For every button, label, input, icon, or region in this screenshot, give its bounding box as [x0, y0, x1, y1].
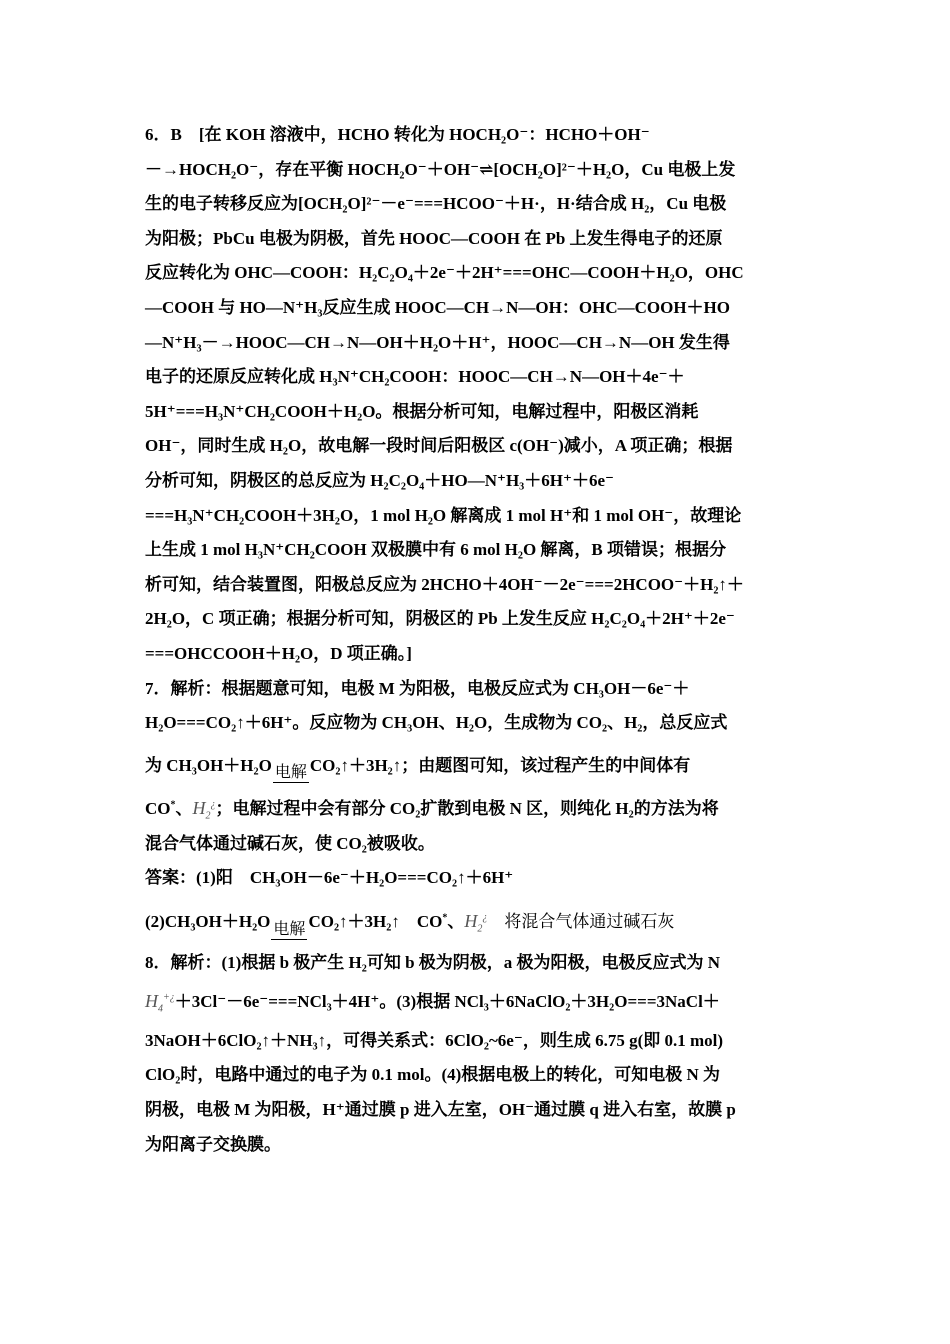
q7-line-4 [145, 791, 807, 827]
q7-line-4-post: ；电解过程中会有部分 CO₂扩散到电极 N 区，则纯化 H₂的方法为将 [215, 799, 719, 819]
q7-line-3 [145, 749, 807, 784]
electrolysis-label: 电解 [274, 764, 307, 782]
question-6-block [145, 118, 807, 672]
q6-line-6: —COOH 与 HO—N⁺H₃反应生成 HOOC—CH→N—OH：OHC—COOH＋HO [145, 297, 730, 317]
q6-line-10: OH⁻，同时生成 H₂O，故电解一段时间后阳极区 c(OH⁻)减小，A 项正确；根据 [145, 436, 733, 456]
q8-line-5: 阴极，电极 M 为阳极，H⁺通过膜 p 进入左室，OH⁻通过膜 q 进入右室，故膜 p [145, 1100, 736, 1120]
q7-line-4-sep: 、 [175, 799, 193, 819]
q8-line-2-post: ＋3Cl⁻－6e⁻===NCl₃＋4H⁺。(3)根据 NCl₃＋6NaClO₂＋3H₂O===3NaCl＋ [174, 992, 720, 1012]
q6-line-12: ===H₃N⁺CH₂COOH＋3H₂O，1 mol H₂O 解离成 1 mol H⁺和 1 mol OH⁻，故理论 [145, 505, 742, 525]
q6-line-1: 6．B [在 KOH 溶液中，HCHO 转化为 HOCH₂O⁻：HCHO＋OH⁻ [145, 125, 650, 144]
q6-line-9: 5H⁺===H₃N⁺CH₂COOH＋H₂O。根据分析可知，电解过程中，阳极区消耗 [145, 401, 699, 421]
answer-2-pre: (2)CH₃OH＋H₂O [145, 912, 271, 932]
answer-label: 答案： [145, 868, 196, 888]
answer-2-post: 将混合气体通过碱石灰 [487, 912, 675, 932]
q6-line-13: 上生成 1 mol H₃N⁺CH₂COOH 双极膜中有 6 mol H₂O 解离，B 项错误；根据分 [145, 540, 727, 560]
electrolysis-condition [272, 765, 310, 783]
q6-line-7: —N⁺H₃－→HOOC—CH→N—OH＋H₂O＋H⁺，HOOC—CH→N—OH 发生得 [145, 332, 730, 352]
q8-line-1: 8．解析：(1)根据 b 极产生 H₂可知 b 极为阴极，a 极为阳极，电极反应式为 N [145, 952, 721, 972]
q7-line-4-star: * [170, 799, 176, 811]
answer-2-h2-ion: $H_2^¿$ [464, 911, 488, 935]
q6-line-8: 电子的还原反应转化成 H₃N⁺CH₂COOH：HOOC—CH→N—OH＋4e⁻＋ [145, 367, 685, 387]
q7-line-4-h2-ion: $H_2^¿$ [192, 798, 216, 822]
q7-line-1: 7．解析：根据题意可知，电极 M 为阳极，电极反应式为 CH₃OH－6e⁻＋ [145, 678, 690, 698]
answer-2-sep: 、 [447, 912, 465, 932]
q6-line-11: 分析可知，阴极区的总反应为 H₂C₂O₄＋HO—N⁺H₃＋6H⁺＋6e⁻ [145, 470, 614, 490]
answer-2-mid: CO₂↑＋3H₂↑ CO [308, 912, 443, 932]
electrolysis-condition-2 [270, 922, 308, 940]
question-7-block [145, 672, 807, 940]
q6-line-14: 析可知，结合装置图，阳极总反应为 2HCHO＋4OH⁻－2e⁻===2HCOO⁻＋H₂↑＋ [145, 574, 744, 594]
q8-line-4: ClO₂时，电路中通过的电子为 0.1 mol。(4)根据电极上的转化，可知电极 N 为 [145, 1065, 721, 1085]
q6-line-4: 为阳极；PbCu 电极为阴极，首先 HOOC—COOH 在 Pb 上发生得电子的还原 [145, 228, 723, 248]
q7-answer-1 [145, 861, 807, 896]
q7-line-3-post: CO₂↑＋3H₂↑；由题图可知，该过程产生的中间体有 [309, 755, 691, 775]
q7-line-2: H₂O===CO₂↑＋6H⁺。反应物为 CH₃OH、H₂O，生成物为 CO₂、H₂，总反应式 [145, 713, 728, 733]
q8-line-2 [145, 984, 807, 1020]
q7-line-4-co: CO [145, 799, 171, 819]
q6-line-2: －→HOCH₂O⁻，存在平衡 HOCH₂O⁻＋OH⁻⇌[OCH₂O]²⁻＋H₂O，Cu 电极上发 [145, 159, 736, 179]
question-8-block [145, 946, 807, 1163]
q6-line-16: ===OHCCOOH＋H₂O，D 项正确。] [145, 643, 412, 663]
q7-line-5: 混合气体通过碱石灰，使 CO₂被吸收。 [145, 833, 435, 853]
answer-2-star: * [442, 912, 448, 924]
q7-line-3-pre: 为 CH₃OH＋H₂O [145, 755, 272, 775]
q8-line-3: 3NaOH＋6ClO₂↑＋NH₃↑，可得关系式：6ClO₂~6e⁻，则生成 6.75 g(即 0.1 mol) [145, 1030, 724, 1050]
electrolysis-label-2: 电解 [273, 920, 306, 938]
answer-1-text: (1)阳 CH₃OH－6e⁻＋H₂O===CO₂↑＋6H⁺ [196, 868, 514, 888]
q7-answer-2 [145, 904, 807, 940]
answer-page [145, 118, 807, 1162]
q6-line-5: 反应转化为 OHC—COOH：H₂C₂O₄＋2e⁻＋2H⁺===OHC—COOH＋H₂O，OHC [145, 263, 744, 283]
q8-nh4-ion: $H_4^{+¿}$ [145, 991, 175, 1015]
q8-line-6: 为阳离子交换膜。 [145, 1134, 281, 1154]
q6-line-3: 生的电子转移反应为[OCH₂O]²⁻－e⁻===HCOO⁻＋H·，H·结合成 H₂，Cu 电极 [145, 194, 727, 214]
q6-line-15: 2H₂O，C 项正确；根据分析可知，阴极区的 Pb 上发生反应 H₂C₂O₄＋2H⁺＋2e⁻ [145, 609, 735, 629]
